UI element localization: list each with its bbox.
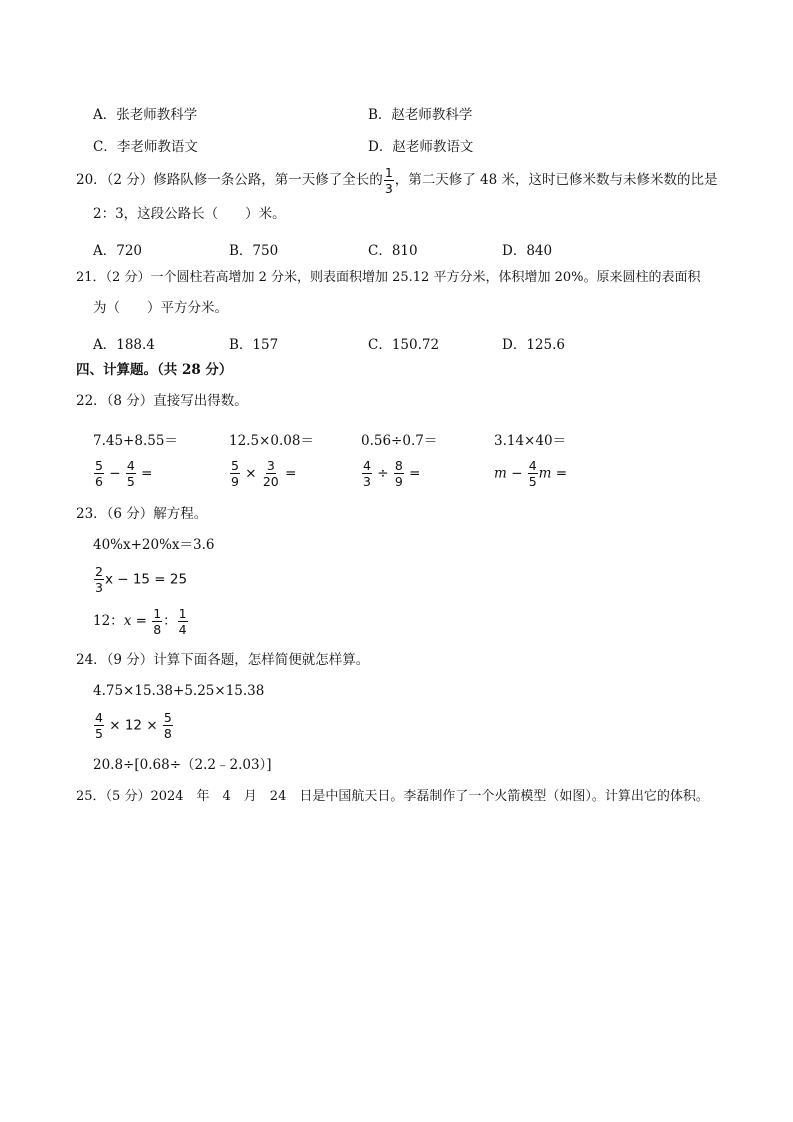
frac-den: 9	[231, 474, 239, 490]
frac-den: 6	[95, 474, 103, 490]
q20-text-after: ，第二天修了 48 米，这时已修米数与未修米数的比是	[394, 172, 718, 189]
frac-num: 4	[95, 710, 103, 725]
section-4-title: 四、计算题。（共 28 分）	[76, 362, 233, 378]
fraction	[94, 565, 104, 594]
q23-equation-2	[93, 565, 187, 594]
frac-num: 5	[163, 710, 172, 725]
q22-item-3: 0.56÷0.7＝	[361, 433, 438, 449]
q24-expression-1: 4.75×15.38+5.25×15.38	[93, 683, 265, 699]
equals-sign: =	[141, 465, 153, 482]
q22-title: 22．（8 分）直接写出得数。	[76, 393, 248, 409]
equals-sign: =	[555, 465, 568, 482]
expression-middle: × 12 ×	[104, 717, 162, 734]
q20-text-before: 20．（2 分）修路队修一条公路，第一天修了全长的	[76, 172, 383, 189]
frac-den: 5	[126, 474, 135, 490]
q21-option-b: B．157	[229, 337, 279, 353]
frac-den: 5	[528, 474, 537, 490]
fraction	[394, 459, 404, 488]
equation-rest: x − 15 = 25	[104, 571, 188, 588]
frac-den: 4	[178, 622, 187, 638]
frac-den: 3	[363, 474, 371, 490]
q21-option-d: D．125.6	[502, 337, 565, 353]
fraction	[163, 711, 173, 740]
fraction	[178, 607, 188, 636]
fraction	[362, 459, 372, 488]
ratio-colon: ：	[163, 613, 177, 630]
fraction	[126, 459, 136, 488]
q20-option-b: B．750	[229, 243, 279, 259]
operator: −	[109, 465, 121, 482]
q24-title: 24．（9 分）计算下面各题，怎样简便就怎样算。	[76, 652, 370, 668]
frac-num: 1	[178, 606, 187, 621]
variable-x: x	[123, 613, 132, 630]
q20-frac-den: 3	[384, 181, 393, 197]
q20-fraction	[384, 166, 394, 195]
frac-den: 8	[163, 726, 172, 742]
q22-item-6	[229, 459, 296, 488]
variable-m: m	[494, 465, 507, 482]
q22-item-7	[361, 459, 420, 488]
q24-expression-2	[93, 711, 174, 740]
equals-sign: =	[131, 613, 152, 630]
frac-num: 5	[231, 458, 239, 473]
q22-item-4: 3.14×40＝	[494, 433, 567, 449]
equation-lead: 12：	[93, 613, 124, 630]
frac-num: 4	[363, 458, 371, 473]
q21-option-c: C．150.72	[368, 337, 440, 353]
frac-num: 5	[95, 458, 103, 473]
frac-den: 20	[262, 474, 279, 490]
operator: ÷	[377, 465, 389, 482]
q23-equation-3	[93, 607, 189, 636]
q22-item-5	[93, 459, 152, 488]
frac-num: 8	[394, 458, 403, 473]
q20-stem-line2: 2：3，这段公路长（ ）米。	[93, 206, 286, 222]
frac-den: 5	[95, 726, 103, 742]
q19-option-d: D．赵老师教语文	[368, 139, 474, 155]
fraction	[230, 459, 240, 488]
frac-num: 3	[266, 458, 275, 473]
q23-equation-1: 40%x+20%x＝3.6	[93, 537, 215, 553]
fraction	[528, 459, 538, 488]
q23-title: 23．（6 分）解方程。	[76, 506, 208, 522]
frac-num: 1	[153, 606, 162, 621]
frac-num: 4	[126, 458, 135, 473]
q19-option-b: B．赵老师教科学	[368, 107, 473, 123]
operator: −	[511, 465, 523, 482]
equals-sign: =	[409, 465, 421, 482]
q24-expression-3: 20.8÷[0.68÷（2.2﹣2.03）]	[93, 757, 272, 773]
fraction	[94, 459, 104, 488]
q21-option-a: A．188.4	[93, 337, 155, 353]
frac-den: 9	[394, 474, 403, 490]
q20-option-a: A．720	[93, 243, 143, 259]
q25-stem: 25．（5 分）2024 年 4 月 24 日是中国航天日。李磊制作了一个火箭模型（如图）。计算出它的体积。	[76, 789, 709, 804]
fraction	[262, 459, 280, 488]
frac-num: 4	[528, 458, 537, 473]
q20-stem-line1	[76, 166, 718, 195]
fraction	[94, 711, 104, 740]
fraction	[152, 607, 162, 636]
q20-option-c: C．810	[368, 243, 418, 259]
q22-item-2: 12.5×0.08＝	[229, 433, 314, 449]
variable-m: m	[538, 465, 552, 482]
frac-den: 8	[153, 622, 162, 638]
q20-option-d: D．840	[502, 243, 553, 259]
q21-stem-line1: 21．（2 分）一个圆柱若高增加 2 分米，则表面积增加 25.12 平方分米，体积增加 20%。原来圆柱的表面积	[76, 270, 701, 285]
frac-num: 2	[95, 564, 103, 579]
q22-item-8	[494, 459, 567, 488]
q22-item-1: 7.45+8.55＝	[93, 433, 178, 449]
equals-sign: =	[285, 465, 297, 482]
frac-den: 3	[95, 580, 103, 596]
q21-stem-line2: 为（ ）平方分米。	[93, 300, 228, 316]
operator: ×	[245, 465, 257, 482]
q19-option-a: A．张老师教科学	[93, 107, 198, 123]
q19-option-c: C．李老师教语文	[93, 139, 198, 155]
q20-frac-num: 1	[384, 165, 393, 180]
